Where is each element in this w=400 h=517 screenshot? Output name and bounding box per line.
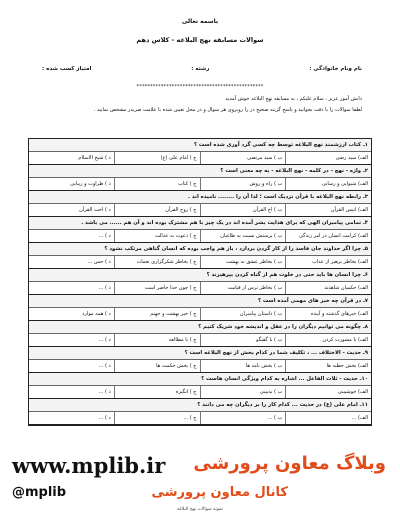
answer-option[interactable]: الف) خبرهای گذشته و آینده bbox=[285, 308, 371, 320]
questions-table bbox=[28, 138, 372, 426]
question-text: ۵ـ چرا اگر خداوند جان فاسد را از کار گردن بردارد ، باز هم واجب بوده که انسان گناهی مرتکب نشود ؟ bbox=[29, 243, 371, 256]
question-text: ۴ـ تمامی پیامبران الهی که برای هدایت بشر آمده اند در یک چیز با هم مشترک بوده اند و آن هم ...... می باشد . bbox=[29, 217, 371, 230]
options-row bbox=[29, 308, 371, 321]
question-text: ۷ـ در قرآن چه خبر های مهمی آمده است ؟ bbox=[29, 295, 371, 308]
intro-instructions: لطفا سوالات را با دقت بخوانید و پاسخ گزینه صحیح در را روبروی هر سوال و در محل تعیین شده با علامت ضربدر مشخص نمایید . bbox=[93, 107, 362, 113]
answer-option[interactable]: د ) همه موارد bbox=[82, 311, 111, 317]
answer-option[interactable]: د ) ... bbox=[98, 389, 111, 395]
answer-option[interactable]: ج ) امام علی (ع) bbox=[114, 152, 200, 164]
question-text: ۱۱ـ امام علی (ع) در حدیث ... کدام کار را بر دیگران چه می دانند ؟ bbox=[29, 399, 371, 412]
answer-option[interactable]: ج ) چون خدا حاضر است bbox=[114, 282, 200, 294]
answer-option[interactable]: الف) حکمیان شاهدند bbox=[285, 282, 371, 294]
options-row bbox=[29, 230, 371, 243]
answer-option[interactable]: ب ) پرستش نسبت به طاغیان bbox=[200, 230, 286, 242]
question-text: ۳ـ رابطه نهج البلاغه با قرآن نزدیک است ؛ لذا آن را ........ نامیده اند . bbox=[29, 191, 371, 204]
answer-option[interactable]: ب ) بخش نامه ها bbox=[200, 360, 286, 372]
answer-option[interactable]: د ) ... bbox=[98, 337, 111, 343]
channel-name: کانال معاون پرورشی bbox=[151, 485, 288, 500]
answer-option[interactable]: د ) طراوت و زیبایی bbox=[70, 181, 111, 187]
answer-option[interactable]: ج ) کتاب bbox=[114, 178, 200, 190]
options-row bbox=[29, 386, 371, 399]
score-label: امتیاز کسب شده : bbox=[42, 66, 92, 72]
answer-option[interactable]: ب ) اخ القرآن bbox=[200, 204, 286, 216]
answer-option[interactable]: الف) سید رضی bbox=[285, 152, 371, 164]
answer-option[interactable]: ج ) بخاطر شکرگزاری نعمات bbox=[114, 256, 200, 268]
exam-title: سوالات مسابقه نهج البلاغه - کلاس دهم bbox=[136, 36, 264, 44]
answer-option[interactable]: ب ) سید مرتضی bbox=[200, 152, 286, 164]
answer-option[interactable]: ج ) خبر بهشت و جهنم bbox=[114, 308, 200, 320]
question-text: ۶ـ چرا انسان ها باید حتی در خلوت هم از گناه کردن بپرهیزند ؟ bbox=[29, 269, 371, 282]
answer-option[interactable]: ج ) ... bbox=[114, 412, 200, 424]
field-label: رشته : bbox=[191, 66, 210, 72]
answer-option[interactable]: ج ) با مطالعه bbox=[114, 334, 200, 346]
name-label: نام ونام خانوادگی : bbox=[309, 66, 362, 72]
answer-option[interactable]: د ) شیخ الاسلام bbox=[78, 155, 111, 161]
answer-option[interactable]: ب ) بخاطر ترس از قیامت bbox=[200, 282, 286, 294]
answer-option[interactable]: الف) انیس القرآن bbox=[285, 204, 371, 216]
blog-name: وبلاگ معاون پرورشی bbox=[193, 453, 386, 474]
options-row bbox=[29, 412, 371, 425]
answer-option[interactable]: د ) ... bbox=[98, 415, 111, 421]
options-row bbox=[29, 204, 371, 217]
question-text: ۱۰ـ حدیث - ثلاث الفاعل ... اشاره به کدام ویژگی انسان هاست ؟ bbox=[29, 373, 371, 386]
answer-option[interactable]: الف) خوشبینی bbox=[285, 386, 371, 398]
answer-option[interactable]: ب ) راه و روش bbox=[200, 178, 286, 190]
answer-option[interactable]: د ) ... bbox=[98, 233, 111, 239]
answer-option[interactable]: ج ) دعوت به عدالت bbox=[114, 230, 200, 242]
answer-option[interactable]: الف) کرامت انسان در امر زندگی bbox=[285, 230, 371, 242]
answer-option[interactable]: ب ) بدبینی bbox=[200, 386, 286, 398]
answer-option[interactable]: ب ) داستان پیامبران bbox=[200, 308, 286, 320]
question-text: ۱ـ کتاب ارزشمند نهج البلاغه توسط چه کسی گرد آوری شده است ؟ bbox=[29, 139, 371, 152]
intro-greeting: دانش آموز عزیز ، سلام علیکم ، به مسابقه نهج البلاغه خوش آمدید bbox=[225, 96, 362, 102]
options-row bbox=[29, 334, 371, 347]
question-text: ۲ـ واژه - نهج - در کلمه - نهج البلاغه - به چه معنی است ؟ bbox=[29, 165, 371, 178]
blessing-heading: باسمه تعالی bbox=[181, 18, 219, 25]
options-row bbox=[29, 178, 371, 191]
student-info-row bbox=[42, 66, 362, 72]
question-text: ۹ـ حدیث - الاختلاف ... ، تکلیف شما در کدام بخش از نهج البلاغه است ؟ bbox=[29, 347, 371, 360]
answer-option[interactable]: ب ) با گفتگو bbox=[200, 334, 286, 346]
answer-option[interactable]: د ) اخت القرآن bbox=[79, 207, 111, 213]
footer-note: نمونه سوالات نهج البلاغه bbox=[177, 507, 223, 512]
options-row bbox=[29, 360, 371, 373]
answer-option[interactable]: ج ) انگیزه bbox=[114, 386, 200, 398]
channel-handle: @mplib bbox=[12, 485, 67, 500]
separator-line: *********************************************** bbox=[136, 84, 264, 90]
answer-option[interactable]: د ) حس ... bbox=[87, 259, 111, 265]
options-row bbox=[29, 152, 371, 165]
answer-option[interactable]: د ) ... bbox=[98, 363, 111, 369]
website-url: www.mplib.ir bbox=[12, 453, 166, 478]
answer-option[interactable]: ب ) ... bbox=[200, 412, 286, 424]
options-row bbox=[29, 256, 371, 269]
answer-option[interactable]: الف) شیوایی و رسایی bbox=[285, 178, 371, 190]
question-text: ۸ـ چگونه می توانیم دیگران را در عقل و اندیشه خود شریک کنیم ؟ bbox=[29, 321, 371, 334]
answer-option[interactable]: ج ) بخش حکمت ها bbox=[114, 360, 200, 372]
answer-option[interactable]: الف) با مشورت کردن bbox=[285, 334, 371, 346]
answer-option[interactable]: د ) ... bbox=[98, 285, 111, 291]
options-row bbox=[29, 282, 371, 295]
answer-option[interactable]: ب ) بخاطر عشق به بهشت bbox=[200, 256, 286, 268]
answer-option[interactable]: الف) ... bbox=[285, 412, 371, 424]
answer-option[interactable]: الف) بخش خطبه ها bbox=[285, 360, 371, 372]
answer-option[interactable]: الف) بخاطر برهیز از عذاب bbox=[285, 256, 371, 268]
answer-option[interactable]: ج ) روح القرآن bbox=[114, 204, 200, 216]
